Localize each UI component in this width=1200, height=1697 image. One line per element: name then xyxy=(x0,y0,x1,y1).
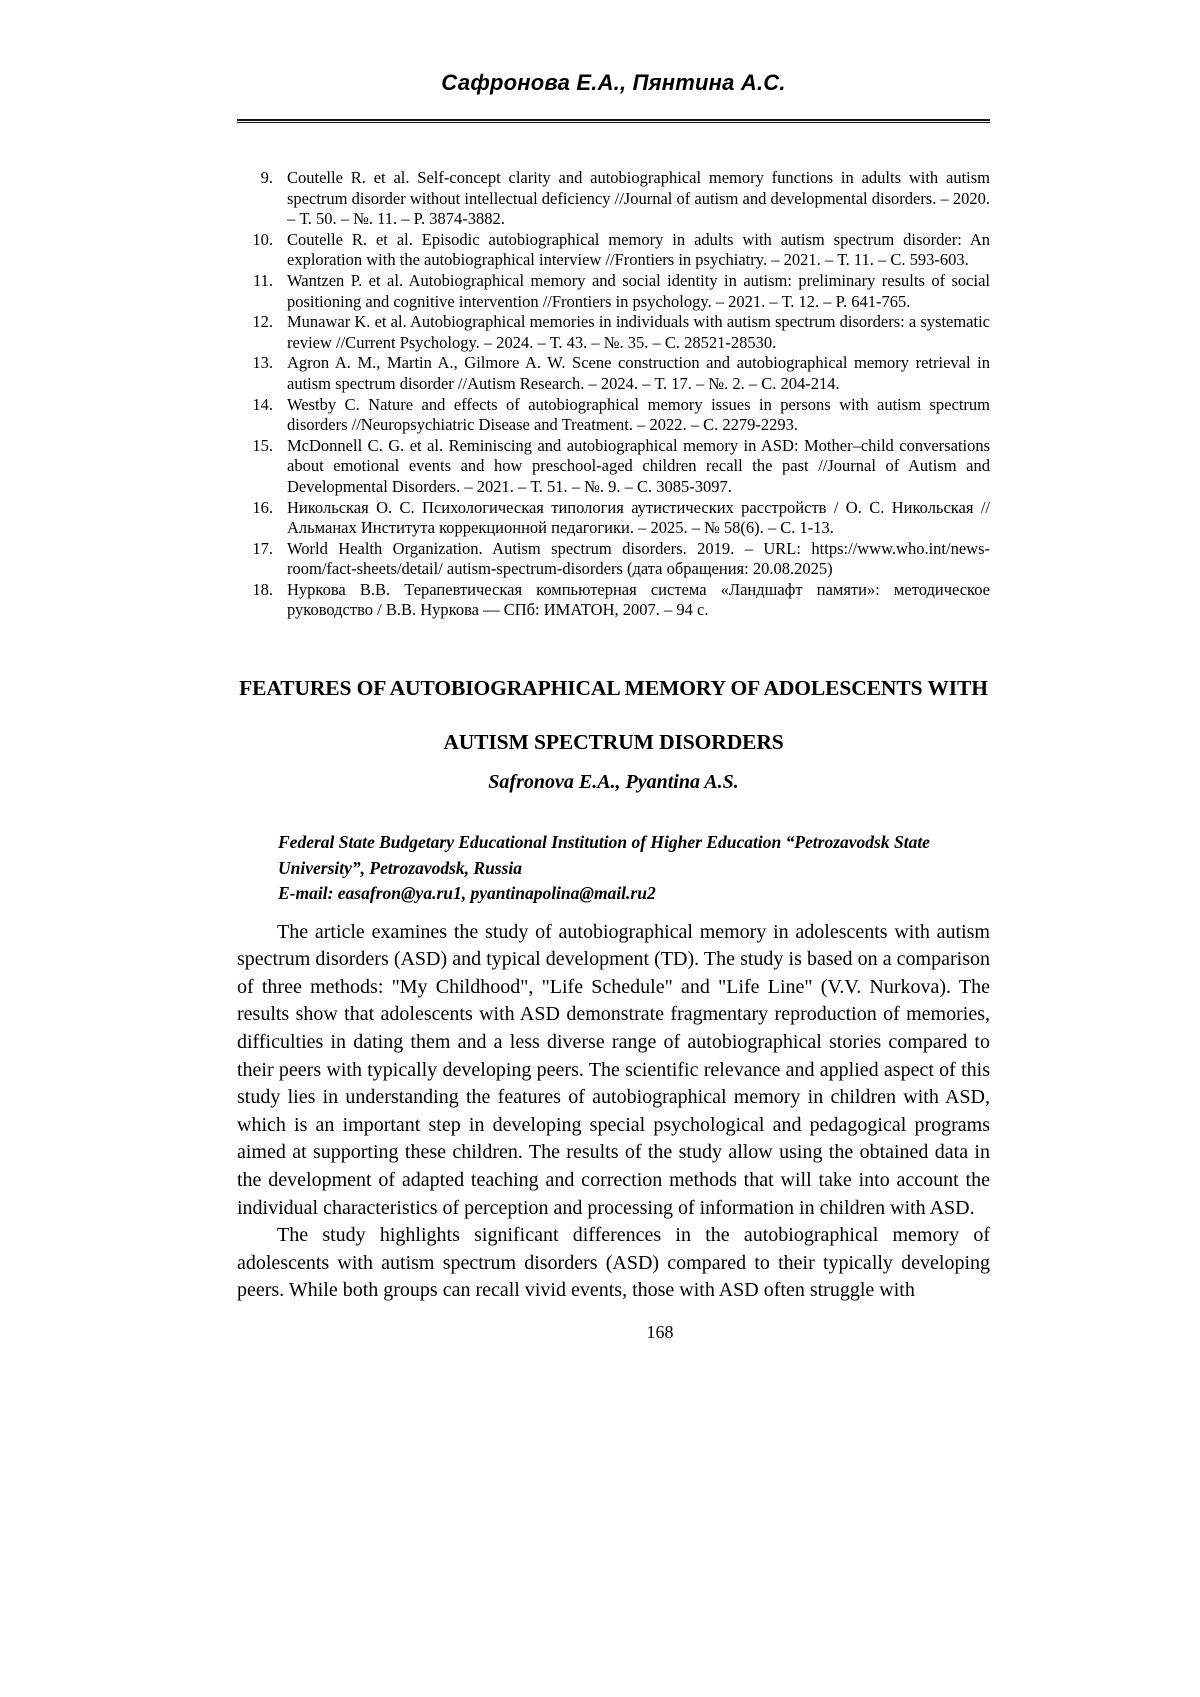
reference-text: Никольская О. С. Психологическая типология аутистических расстройств / О. С. Никольская // Альманах Института коррекционной педагогики. – 2025. – № 58(6). – С. 1-13. xyxy=(287,497,990,538)
running-header: Сафронова Е.А., Пянтина А.С. xyxy=(441,70,786,95)
reference-number: 15. xyxy=(252,435,273,455)
reference-number: 12. xyxy=(252,312,273,332)
abstract xyxy=(237,919,990,1305)
affiliation-block xyxy=(278,830,968,907)
reference-item xyxy=(237,312,990,353)
reference-text: Нуркова В.В. Терапевтическая компьютерная система «Ландшафт памяти»: методическое руководство / В.В. Нуркова — СПб: ИМАТОН, 2007. – 94 с. xyxy=(287,579,990,620)
article-authors: Safronova E.A., Pyantina A.S. xyxy=(488,771,739,794)
reference-list xyxy=(237,168,990,621)
reference-text: Coutelle R. et al. Self-concept clarity and autobiographical memory functions in adults with autism spectrum disorder without intellectual deficiency //Journal of autism and developmental disorders. – 2020. – Т. 50. – №. 11. – P. 3874-3882. xyxy=(287,168,990,229)
reference-item xyxy=(237,230,990,271)
reference-text: Coutelle R. et al. Episodic autobiographical memory in adults with autism spectrum disorder: An exploration with the autobiographical interview //Frontiers in psychiatry. – 2021. – Т. 11. – С. 593-603. xyxy=(287,229,990,270)
affiliation-text: Federal State Budgetary Educational Institution of Higher Education “Petrozavodsk State University”, Petrozavodsk, Russia xyxy=(278,832,930,878)
reference-item xyxy=(237,271,990,312)
article-title-line2: AUTISM SPECTRUM DISORDERS xyxy=(443,730,784,755)
reference-item xyxy=(237,498,990,539)
header-rule xyxy=(237,119,990,123)
reference-number: 11. xyxy=(252,270,273,290)
page-number: 168 xyxy=(646,1322,674,1342)
reference-number: 10. xyxy=(252,229,273,249)
reference-number: 17. xyxy=(252,538,273,558)
reference-text: Agron A. M., Martin A., Gilmore A. W. Scene construction and autobiographical memory retrieval in autism spectrum disorder //Autism Research. – 2024. – Т. 17. – №. 2. – С. 204-214. xyxy=(287,353,990,393)
article-title-line1: FEATURES OF AUTOBIOGRAPHICAL MEMORY OF ADOLESCENTS WITH xyxy=(239,676,988,701)
reference-text: McDonnell C. G. et al. Reminiscing and autobiographical memory in ASD: Mother–child conversations about emotional events and how preschool-aged children recall the past //Journal of Autism and Developmental Disorders. – 2021. – Т. 51. – №. 9. – С. 3085-3097. xyxy=(287,435,990,496)
reference-item xyxy=(237,168,990,230)
reference-number: 16. xyxy=(252,497,273,517)
reference-item xyxy=(237,436,990,498)
reference-item xyxy=(237,539,990,580)
reference-number: 9. xyxy=(260,168,273,187)
abstract-paragraph-2: The study highlights significant differences in the autobiographical memory of adolescents with autism spectrum disorders (ASD) compared to their typically developing peers. While both groups can recall vivid events, those with ASD often struggle with xyxy=(237,1224,990,1302)
abstract-paragraph-1: The article examines the study of autobiographical memory in adolescents with autism spectrum disorders (ASD) and typical development (TD). The study is based on a comparison of three methods: "My Childhood", "Life Schedule" and "Life Line" (V.V. Nurkova). The results show that adolescents with ASD demonstrate fragmentary reproduction of memories, difficulties in dating them and a less diverse range of autobiographical stories compared to their peers with typically developing peers. The scientific relevance and applied aspect of this study lies in understanding the features of autobiographical memory in children with ASD, which is an important step in developing special psychological and pedagogical programs aimed at supporting these children. The results of the study allow using the obtained data in the development of adapted teaching and correction methods that will take into account the individual characteristics of perception and processing of information in children with ASD. xyxy=(237,920,990,1219)
reference-text: World Health Organization. Autism spectrum disorders. 2019. – URL: https://www.who.int/news-room/fact-sheets/detail/ autism-spectrum-disorders (дата обращения: 20.08.2025) xyxy=(287,538,990,579)
affiliation-email: E-mail: easafron@ya.ru1, pyantinapolina@mail.ru2 xyxy=(278,883,656,904)
article-title xyxy=(237,661,990,769)
reference-item xyxy=(237,395,990,436)
reference-number: 18. xyxy=(252,579,273,599)
reference-number: 14. xyxy=(252,394,273,414)
reference-text: Westby C. Nature and effects of autobiographical memory issues in persons with autism spectrum disorders //Neuropsychiatric Disease and Treatment. – 2022. – С. 2279-2293. xyxy=(287,394,990,435)
reference-text: Munawar K. et al. Autobiographical memories in individuals with autism spectrum disorders: a systematic review //Current Psychology. – 2024. – Т. 43. – №. 35. – С. 28521-28530. xyxy=(287,312,990,352)
reference-number: 13. xyxy=(252,353,273,373)
reference-item xyxy=(237,353,990,394)
reference-text: Wantzen P. et al. Autobiographical memory and social identity in autism: preliminary results of social positioning and cognitive intervention //Frontiers in psychology. – 2021. – Т. 12. – P. 641-765. xyxy=(287,270,990,311)
reference-item xyxy=(237,580,990,621)
